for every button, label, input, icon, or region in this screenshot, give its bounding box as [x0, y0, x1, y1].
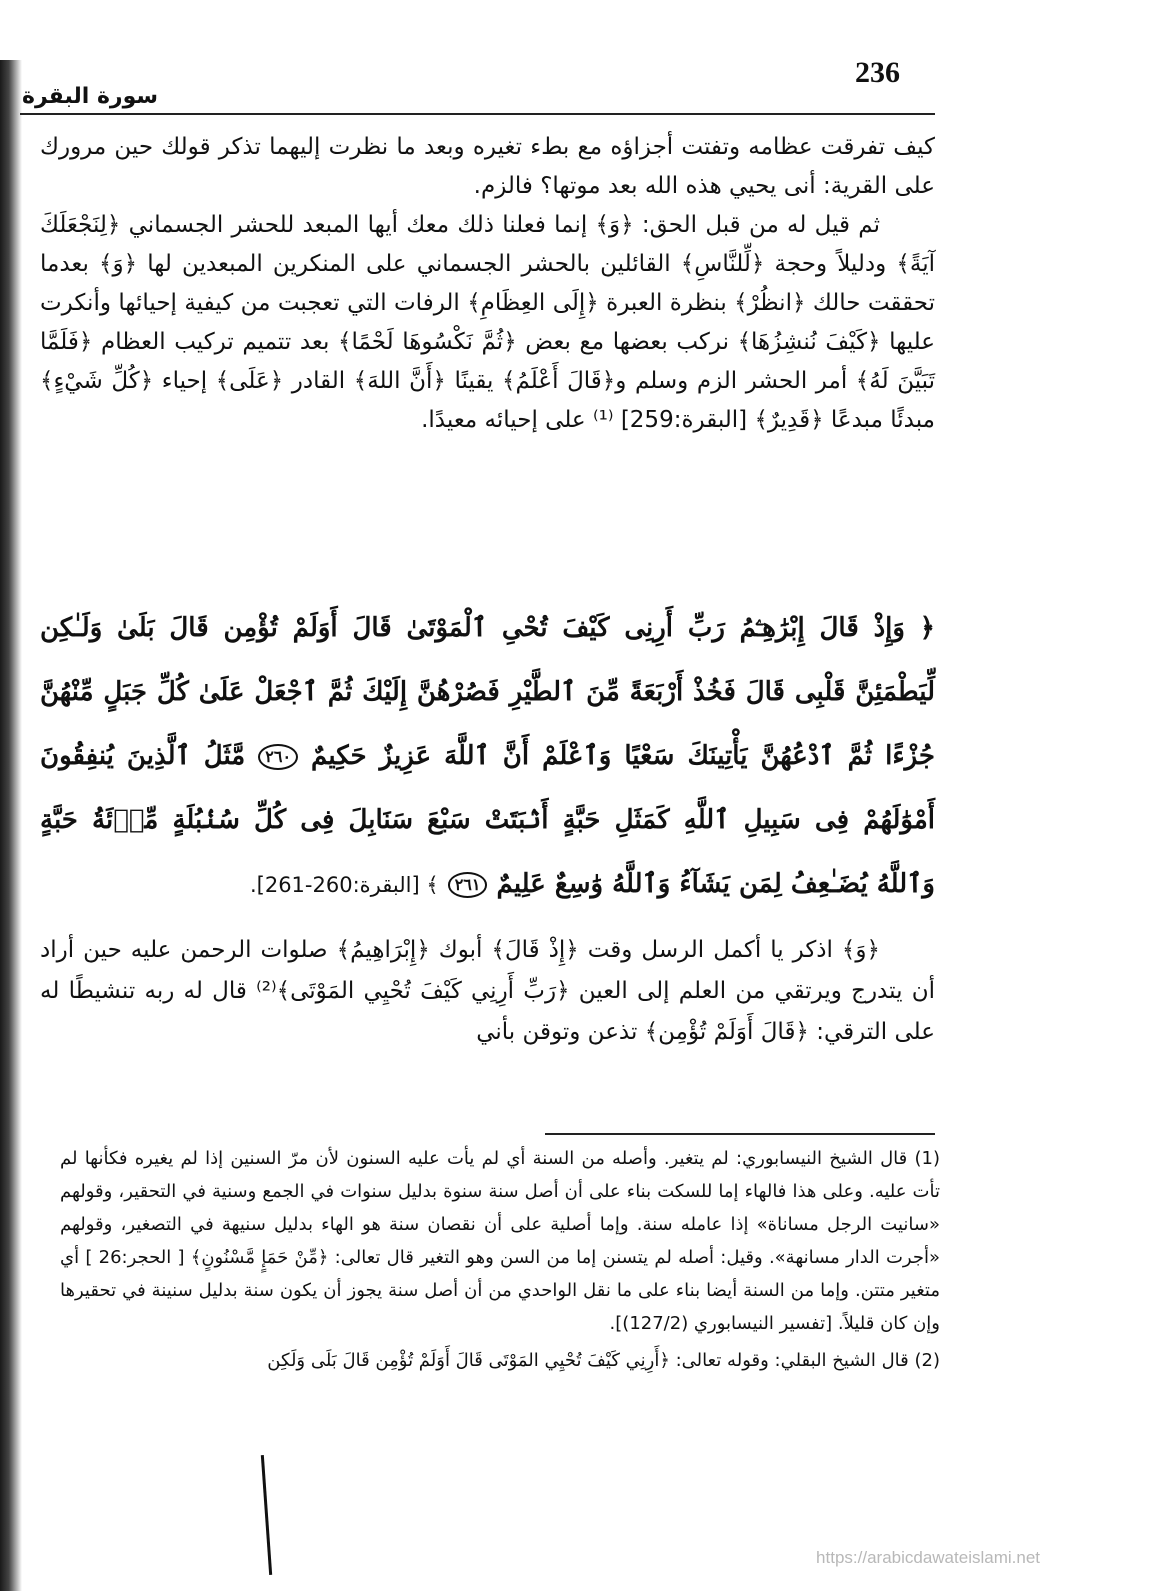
commentary-section-2: [40, 930, 935, 1053]
page-edge-shadow: [0, 60, 22, 1591]
footnote-1: (1) قال الشيخ النيسابوري: لم يتغير. وأصله من السنة أي لم يأت عليه السنون لأن مرّ السنين إذا لم يغيره فكأنها لم تأت عليه. وعلى هذا فالهاء إما للسكت بناء على أن أصل سنة سنوة بدليل سنوات في الجمع وسنية في التحقير، وقولهم «سانيت الرجل مساناة» إذا عامله سنة. وإما أصلية على أن نقصان سنة هو الهاء بدليل سنيهة في التصغير، وقولهم «أجرت الدار مسانهة». وقيل: أصله لم يتسنن إما من السن وهو التغير قال تعالى: ﴿مِّنْ حَمَإٍ مَّسْنُونٍ﴾ [ الحجر:26 ] أي متغير متتن. وإما من السنة أيضا بناء على ما نقل الواحدي من أن أصل سنة يجوز أن يكون سنة بدليل سنينة في تحقيرها وإن كان قليلاً. [تفسير النيسابوري (127/2)].: [60, 1148, 940, 1334]
page-number: 236: [855, 56, 900, 89]
footnote-2: (2) قال الشيخ البقلي: وقوله تعالى: ﴿أَرِنِي كَيْفَ تُحْيِي المَوْتَى قَالَ أَوَلَمْ تُؤْمِن قَالَ بَلَى وَلَكِن: [267, 1350, 940, 1371]
pen-mark: [261, 1455, 272, 1575]
ayah-number-marker: ٢٦١: [448, 872, 488, 898]
footnote-divider: [545, 1133, 935, 1135]
paragraph: كيف تفرقت عظامه وتفتت أجزاؤه مع بطء تغيره وبعد ما نظرت إليهما تذكر قولك حين مرورك على القرية: أنى يحيي هذه الله بعد موتها؟ فالزم.: [40, 134, 935, 199]
paragraph: ثم قيل له من قبل الحق: ﴿وَ﴾ إنما فعلنا ذلك معك أيها المبعد للحشر الجسماني ﴿لِنَجْعَلَكَ آيَةً﴾ ودليلاً وحجة ﴿لِّلنَّاسِ﴾ القائلين بالحشر الجسماني على المنكرين المبعدين لها ﴿وَ﴾ بعدما تحققت حالك ﴿انظُرْ﴾ بنظرة العبرة ﴿إِلَى العِظَامِ﴾ الرفات التي تعجبت من كيفية إحيائها وأنكرت عليها ﴿كَيْفَ نُنشِزُهَا﴾ نركب بعضها مع بعض ﴿ثُمَّ نَكْسُوهَا لَحْمًا﴾ بعد تتميم تركيب العظام ﴿فَلَمَّا تَبَيَّنَ لَهُ﴾ أمر الحشر الزم وسلم و﴿قَالَ أَعْلَمُ﴾ يقينًا ﴿أَنَّ اللهَ﴾ القادر ﴿عَلَى﴾ إحياء ﴿كُلِّ شَيْءٍ﴾ مبدئًا مبدعًا ﴿قَدِيرٌ﴾ [البقرة:259] ⁽¹⁾ على إحيائه معيدًا.: [40, 212, 935, 433]
quran-verse-text: ﴿ وَإِذْ قَالَ إِبْرَٰهِـۧمُ رَبِّ أَرِنِى كَيْفَ تُحْىِ ٱلْمَوْتَىٰ قَالَ أَوَلَمْ تُؤْمِن قَالَ بَلَىٰ وَلَـٰكِن لِّيَطْمَئِنَّ قَلْبِى قَالَ فَخُذْ أَرْبَعَةً مِّنَ ٱلطَّيْرِ فَصُرْهُنَّ إِلَيْكَ ثُمَّ ٱجْعَلْ عَلَىٰ كُلِّ جَبَلٍ مِّنْهُنَّ جُزْءًا ثُمَّ ٱدْعُهُنَّ يَأْتِينَكَ سَعْيًا وَٱعْلَمْ أَنَّ ٱللَّهَ عَزِيزٌ حَكِيمٌ: [40, 613, 935, 771]
quran-verse-text: مَّثَلُ ٱلَّذِينَ يُنفِقُونَ أَمْوَٰلَهُمْ فِى سَبِيلِ ٱللَّهِ كَمَثَلِ حَبَّةٍ أَنۢبَتَتْ سَبْعَ سَنَابِلَ فِى كُلِّ سُنۢبُلَةٍ مِّا۟ئَةُ حَبَّةٍ وَٱللَّهُ يُضَـٰعِفُ لِمَن يَشَآءُ وَٱللَّهُ وَٰسِعٌ عَلِيمٌ: [40, 741, 935, 899]
quran-verses-block: [40, 596, 935, 917]
surah-title: سورة البقرة: [22, 84, 159, 109]
footnotes: [60, 1142, 940, 1377]
header-divider: [20, 113, 935, 115]
watermark-url: https://arabicdawateislami.net: [816, 1548, 1040, 1567]
ayah-number-marker: ٢٦٠: [258, 744, 298, 770]
verse-reference: ﴾ [البقرة:260-261].: [249, 873, 439, 897]
paragraph: ﴿وَ﴾ اذكر يا أكمل الرسل وقت ﴿إِذْ قَالَ﴾ أبوك ﴿إِبْرَاهِيمُ﴾ صلوات الرحمن عليه حين أراد أن يتدرج ويرتقي من العلم إلى العين ﴿رَبِّ أَرِنِي كَيْفَ تُحْيِي المَوْتَى﴾⁽²⁾ قال له ربه تنشيطًا له على الترقي: ﴿قَالَ أَوَلَمْ تُؤْمِن﴾ تذعن وتوقن بأني: [40, 937, 935, 1045]
commentary-section-1: [40, 128, 935, 440]
